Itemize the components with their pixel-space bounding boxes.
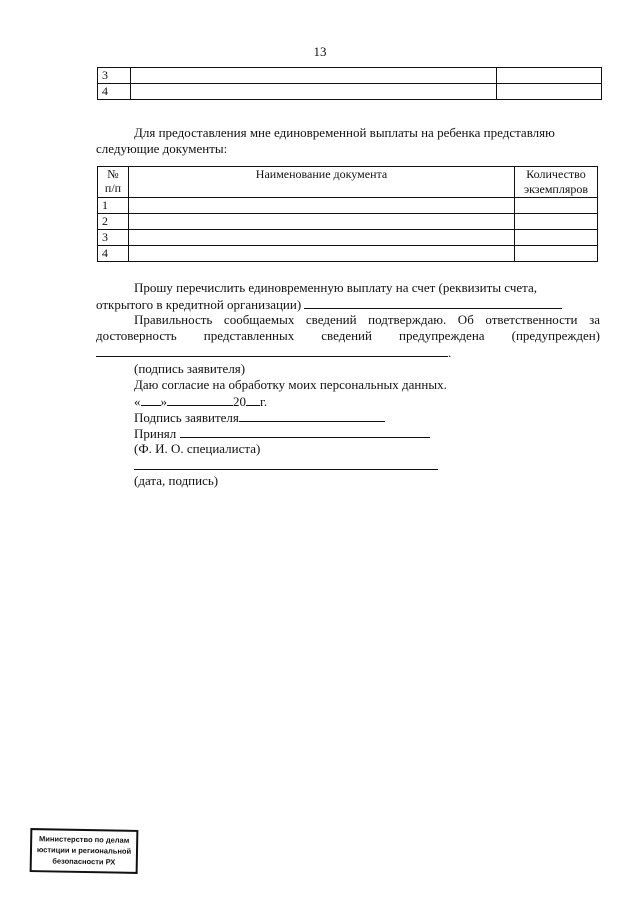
intro-line-1: Для предоставления мне единовременной выплаты на ребенка представляю [134,125,555,140]
row-number: 2 [98,214,129,230]
stamp-line-1: Министерство по делам [39,834,130,845]
applicant-signature-line [134,409,385,426]
table-cell [515,214,598,230]
date-line [134,393,267,410]
table-row [98,198,598,214]
table-cell [129,230,515,246]
date-signature-caption: (дата, подпись) [134,473,219,488]
row-number: 3 [98,68,131,84]
signature-blank [96,344,448,357]
page-number: 13 [313,44,327,59]
transfer-line-2: открытого в кредитной организации) [96,297,302,312]
table-cell [515,198,598,214]
continued-table [97,67,602,100]
date-suffix: г. [260,394,268,409]
table-cell [129,198,515,214]
truth-line-1: Правильность сообщаемых сведений подтверждаю. Об ответственности за [134,312,600,327]
table-cell [131,68,497,84]
transfer-line-1: Прошу перечислить единовременную выплату на счет (реквизиты счета, [134,280,537,295]
table-row [98,84,602,100]
table-cell [129,246,515,262]
date-quote-open: « [134,394,141,409]
row-number: 4 [98,246,129,262]
applicant-signature-label: Подпись заявителя [134,410,239,425]
applicant-signature-blank [239,409,385,422]
header-document-name: Наименование документа [129,167,515,198]
period: . [448,345,452,360]
documents-table [97,166,598,262]
header-quantity: Количество экземпляров [515,167,598,198]
stamp-line-3: безопасности РХ [52,856,116,867]
row-number: 1 [98,198,129,214]
specialist-caption: (Ф. И. О. специалиста) [134,441,261,456]
row-number: 4 [98,84,131,100]
accepted-line [134,425,430,442]
table-cell [515,246,598,262]
year-blank [246,393,260,406]
signature-caption: (подпись заявителя) [134,361,246,376]
truth-signature-line [96,344,451,361]
date-signature-blank [134,469,438,470]
table-row [98,246,598,262]
accepted-blank [180,425,430,438]
header-number: № п/п [98,167,129,198]
table-cell [515,230,598,246]
table-row [98,214,598,230]
truth-line-2: достоверность представленных сведений предупреждена (предупрежден) [96,328,600,343]
month-blank [167,393,233,406]
intro-line-2: следующие документы: [96,141,228,156]
table-cell [129,214,515,230]
table-cell [131,84,497,100]
consent-text: Даю согласие на обработку моих персональных данных. [134,377,447,392]
table-cell [497,68,602,84]
row-number: 3 [98,230,129,246]
table-cell [497,84,602,100]
ministry-stamp [30,828,139,874]
date-quote-close: » [160,394,167,409]
day-blank [141,393,161,406]
stamp-line-2: юстиции и региональной [36,845,132,856]
table-row [98,230,598,246]
table-header-row [98,167,598,198]
transfer-line-2-wrap [96,296,562,313]
table-row [98,68,602,84]
date-year: 20 [233,394,246,409]
accepted-label: Принял [134,426,177,441]
account-details-blank [304,296,562,309]
